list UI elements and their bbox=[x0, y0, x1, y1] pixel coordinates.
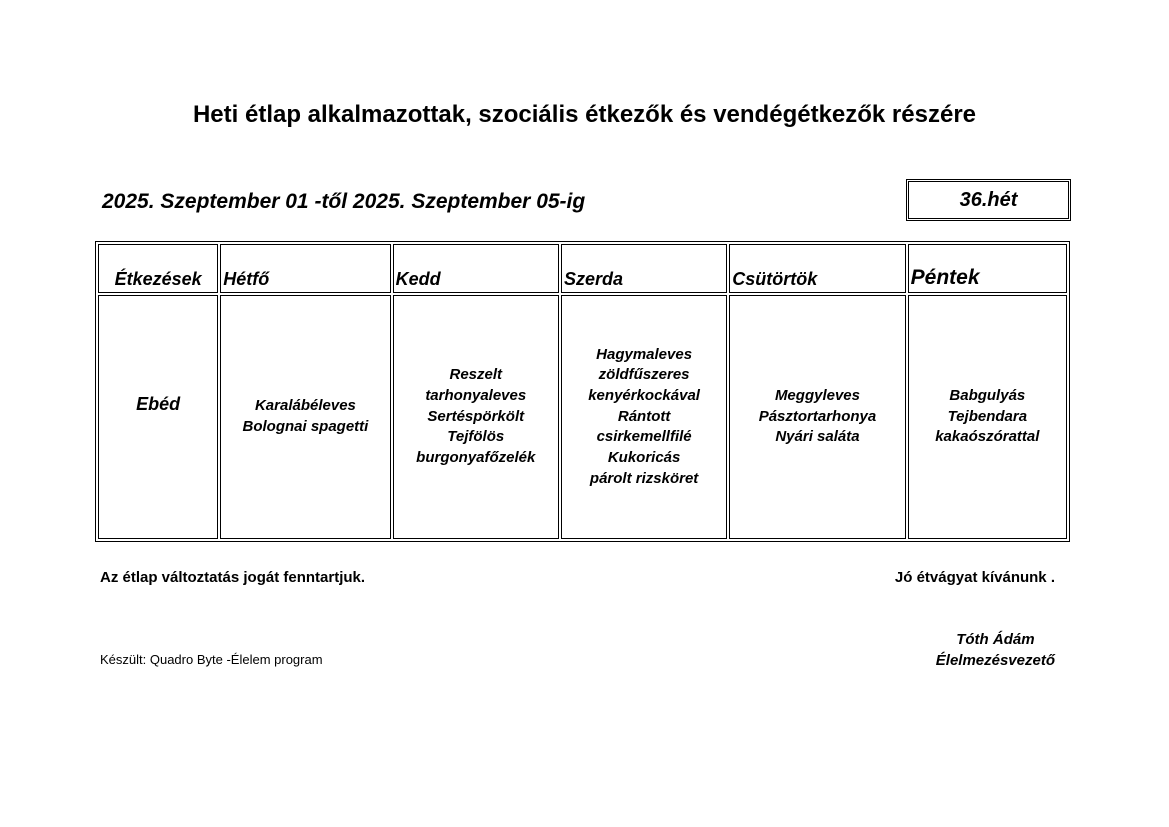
menu-line: Tejbendara bbox=[947, 407, 1028, 425]
menu-line: Reszelt bbox=[449, 366, 503, 384]
menu-table bbox=[95, 241, 1070, 542]
table-row bbox=[98, 295, 1067, 539]
menu-line: Hagymaleves bbox=[596, 345, 693, 363]
menu-line: Sertéspörkölt bbox=[427, 407, 525, 425]
menu-line: tarhonyaleves bbox=[425, 386, 527, 404]
menu-line: Babgulyás bbox=[949, 386, 1026, 404]
menu-line: burgonyafőzelék bbox=[416, 449, 536, 467]
signature-block bbox=[936, 629, 1055, 671]
header-thursday: Csütörtök bbox=[729, 244, 905, 293]
menu-line: kakaószórattal bbox=[935, 428, 1040, 446]
menu-line: Pásztortarhonya bbox=[758, 407, 877, 425]
date-range: 2025. Szeptember 01 -től 2025. Szeptember 05-ig bbox=[102, 190, 586, 213]
week-number-box: 36.hét bbox=[906, 179, 1071, 221]
menu-line: csirkemellfilé bbox=[596, 428, 692, 446]
monday-menu bbox=[220, 295, 390, 539]
menu-line: zöldfűszeres bbox=[598, 366, 690, 384]
friday-menu bbox=[908, 295, 1067, 539]
meal-type-cell: Ebéd bbox=[98, 295, 218, 539]
header-tuesday: Kedd bbox=[393, 244, 559, 293]
header-row bbox=[98, 244, 1067, 293]
menu-line: Meggyleves bbox=[774, 386, 860, 404]
menu-line: Tejfölös bbox=[447, 428, 505, 446]
tuesday-menu bbox=[393, 295, 559, 539]
menu-line: Karalábéleves bbox=[254, 397, 356, 415]
wednesday-menu bbox=[561, 295, 727, 539]
signer-role: Élelmezésvezető bbox=[935, 652, 1055, 669]
menu-line: párolt rizsköret bbox=[589, 469, 699, 487]
header-friday: Péntek bbox=[908, 244, 1067, 293]
menu-line: Rántott bbox=[617, 407, 671, 425]
header-monday: Hétfő bbox=[220, 244, 390, 293]
made-by-note: Készült: Quadro Byte -Élelem program bbox=[100, 652, 323, 667]
menu-line: Kukoricás bbox=[607, 449, 681, 467]
header-meals: Étkezések bbox=[98, 244, 218, 293]
page-title: Heti étlap alkalmazottak, szociális étkezők és vendégétkezők részére bbox=[192, 101, 977, 128]
thursday-menu bbox=[729, 295, 905, 539]
header-wednesday: Szerda bbox=[561, 244, 727, 293]
bon-appetit-note: Jó étvágyat kívánunk . bbox=[894, 569, 1055, 586]
signer-name: Tóth Ádám bbox=[956, 631, 1035, 648]
menu-line: Nyári saláta bbox=[775, 428, 860, 446]
change-notice: Az étlap változtatás jogát fenntartjuk. bbox=[100, 569, 366, 586]
menu-line: Bolognai spagetti bbox=[242, 418, 369, 435]
menu-line: kenyérkockával bbox=[588, 386, 700, 404]
